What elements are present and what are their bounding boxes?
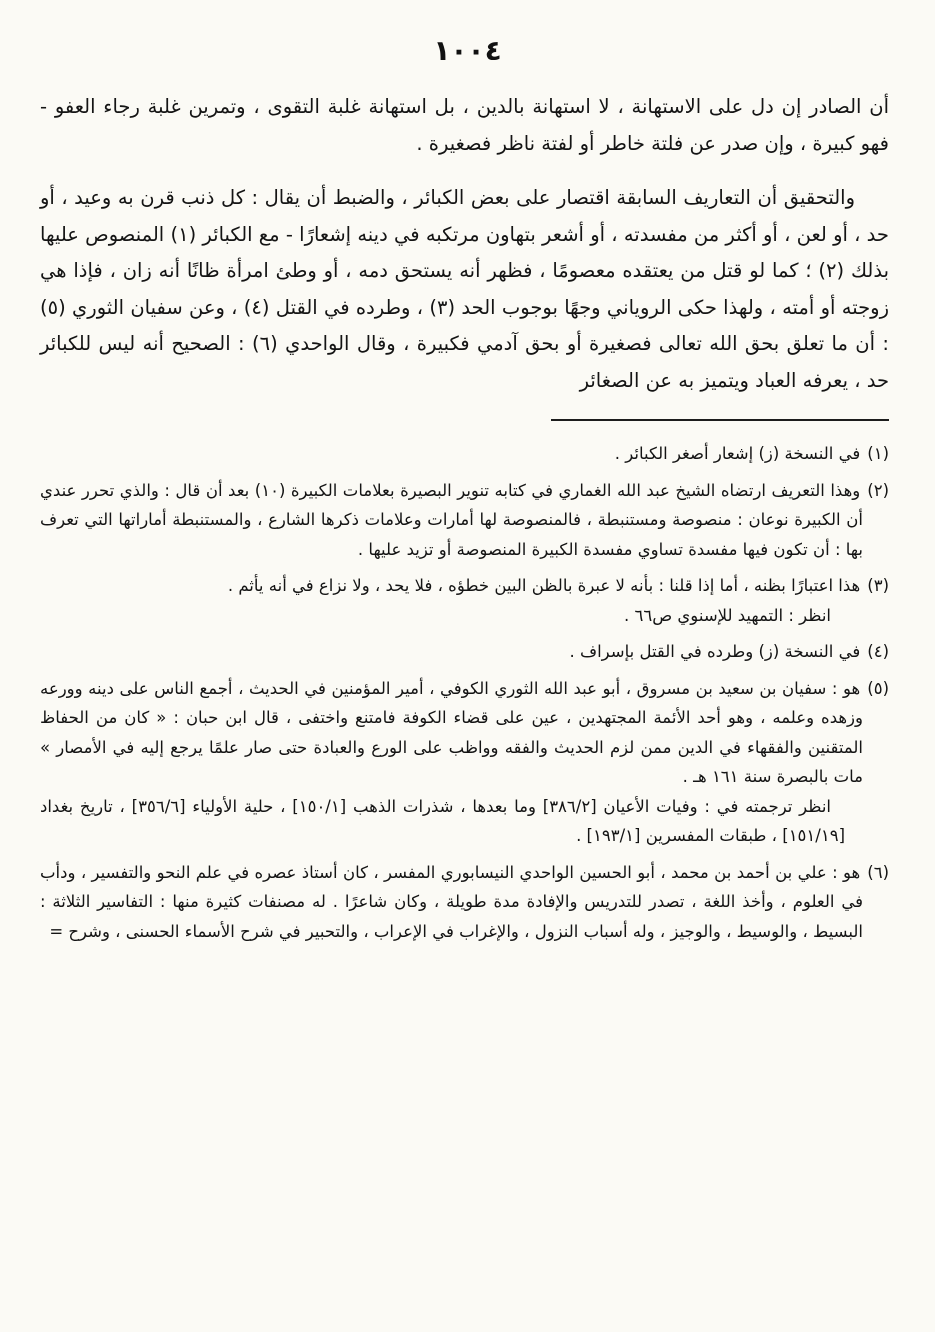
footnote-marker: (٣) <box>867 576 889 595</box>
footnote-note: انظر ترجمته في : وفيات الأعيان [٣٨٦/٢] وما بعدها ، شذرات الذهب [١٥٠/١] ، حلية الأولياء [٣٥٦/٦] ، تاريخ بغداد [١٥١/١٩] ، طبقات المفسرين [١٩٣/١] . <box>40 796 845 845</box>
paragraph: أن الصادر إن دل على الاستهانة ، لا استهانة بالدين ، بل استهانة غلبة التقوى ، وتمرين غلبة رجاء العفو - فهو كبيرة ، وإن صدر عن فلتة خاطر أو لفتة ناظر فصغيرة . <box>40 95 889 155</box>
footnote-item <box>40 571 889 630</box>
paragraph: والتحقيق أن التعاريف السابقة اقتصار على بعض الكبائر ، والضبط أن يقال : كل ذنب قرن به وعيد ، أو حد ، أو لعن ، أو أكثر من مفسدته ، أو أشعر بتهاون مرتكبه في دينه إشعارًا - مع الكبائر (١) المنصوص عليها بذلك (٢) ؛ كما لو قتل من يعتقده معصومًا ، فظهر أنه يستحق دمه ، أو وطئ امرأة ظانًا أنه زان ، فإذا هي زوجته أو أمته ، ولهذا حكى الروياني وجهًا بوجوب الحد (٣) ، وطرده في القتل (٤) ، وعن سفيان الثوري (٥) : أن ما تعلق بحق الله تعالى فصغيرة أو بحق آدمي فكبيرة ، وقال الواحدي (٦) : الصحيح أنه ليس للكبائر حد ، يعرفه العباد ويتميز به عن الصغائر <box>40 186 889 392</box>
footnote-item <box>40 476 889 565</box>
footnote-text: هذا اعتبارًا بظنه ، أما إذا قلنا : بأنه لا عبرة بالظن البين خطؤه ، فلا يحد ، ولا نزاع في أنه يأثم . <box>227 576 861 595</box>
footnote-marker: (٥) <box>867 678 889 698</box>
footnotes-section <box>0 421 935 946</box>
footnote-marker: (٤) <box>867 642 889 661</box>
footnote-item <box>40 674 889 851</box>
footnote-text: وهذا التعريف ارتضاه الشيخ عبد الله الغماري في كتابه تنوير البصيرة بعلامات الكبيرة (١٠) بعد أن قال : والذي تحرر عندي أن الكبيرة نوعان : منصوصة ومستنبطة ، فالمنصوصة لها أمارات وعلامات ذكرها الشارع ، والمستنبطة أماراتها التي تعرف بها : أن تكون فيها مفسدة تساوي مفسدة الكبيرة المنصوصة أو تزيد عليها . <box>40 480 863 559</box>
footnote-marker: (١) <box>867 444 889 463</box>
footnote-item <box>40 637 889 667</box>
footnote-text: في النسخة (ز) إشعار أصغر الكبائر . <box>614 444 861 463</box>
footnote-text: هو : سفيان بن سعيد بن مسروق ، أبو عبد الله الثوري الكوفي ، أمير المؤمنين في الحديث ، أجمع الناس على دينه وورعه وزهده وعلمه ، وهو أحد الأئمة المجتهدين ، عين على قضاء الكوفة فامتنع واختفى ، قال ابن حبان : « كان من الحفاظ المتقنين والفقهاء في الدين ممن لزم الحديث والفقه وواظب على الورع والعبادة حتى صار علمًا يرجع إليه في الأمصار » مات بالبصرة سنة ١٦١ هـ . <box>40 678 863 786</box>
footnote-text: في النسخة (ز) وطرده في القتل بإسراف . <box>569 642 861 661</box>
footnote-item <box>40 858 889 947</box>
main-text <box>0 67 935 399</box>
footnote-item <box>40 439 889 469</box>
page-number: ١٠٠٤ <box>433 34 502 67</box>
footnote-marker: (٦) <box>867 862 889 882</box>
footnote-note: انظر : التمهيد للإسنوي ص٦٦ . <box>623 605 831 625</box>
footnote-marker: (٢) <box>867 480 889 500</box>
footnote-text: هو : علي بن أحمد بن محمد ، أبو الحسين الواحدي النيسابوري المفسر ، كان أستاذ عصره في علم النحو والتفسير ، ودأب في العلوم ، وأخذ اللغة ، تصدر للتدريس والإفادة مدة طويلة ، وكان شاعرًا . له مصنفات كثيرة منها : التفاسير الثلاثة : البسيط ، والوسيط ، والوجيز ، وله أسباب النزول ، والإغراب في الإعراب ، والتحبير في شرح الأسماء الحسنى ، وشرح = <box>40 862 863 941</box>
